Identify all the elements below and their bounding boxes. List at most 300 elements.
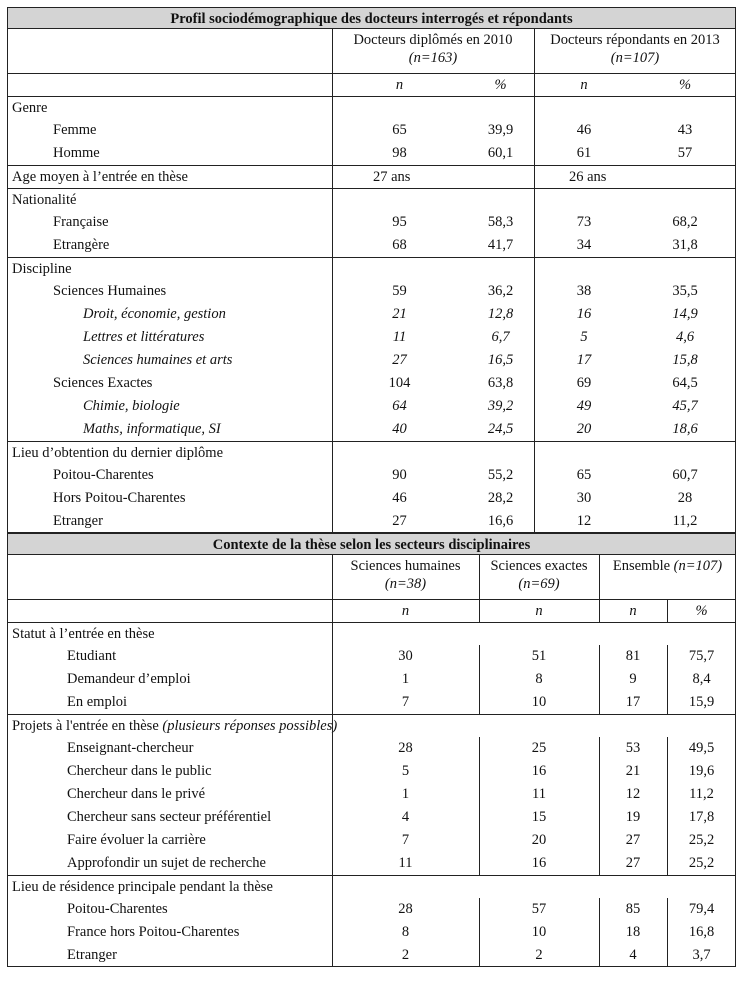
table-row <box>7 898 736 921</box>
table-row <box>7 737 736 760</box>
table-cell: 46 <box>576 122 592 138</box>
table-cell: 79,4 <box>688 901 715 917</box>
table-cell: 57 <box>531 901 547 917</box>
table-cell: 28 <box>677 490 693 506</box>
table-cell: 11 <box>398 855 413 871</box>
column-divider <box>332 715 333 737</box>
column-divider <box>534 29 535 73</box>
table-cell: 12,8 <box>487 306 514 322</box>
column-divider <box>667 944 668 967</box>
section-title-row <box>7 714 736 737</box>
table-cell: 53 <box>625 740 641 756</box>
table-row <box>7 668 736 691</box>
column-divider <box>599 898 600 921</box>
table-cell: 17 <box>576 352 592 368</box>
section-title: Lieu d’obtention du dernier diplôme <box>12 445 224 461</box>
table-cell: 19 <box>625 809 641 825</box>
table-sociodemographic <box>7 7 736 533</box>
table-cell: 4 <box>401 809 410 825</box>
row-label: Femme <box>53 122 97 138</box>
section-title-row <box>7 257 736 280</box>
column-divider <box>534 487 535 510</box>
column-divider <box>332 829 333 852</box>
row-label: Sciences Exactes <box>53 375 153 391</box>
column-divider <box>599 829 600 852</box>
table-cell: 16 <box>576 306 592 322</box>
table-cell: 25,2 <box>688 855 715 871</box>
table-cell: 20 <box>576 421 592 437</box>
table-cell: 39,2 <box>487 398 514 414</box>
column-divider <box>332 600 333 622</box>
column-divider <box>332 29 333 73</box>
column-divider <box>332 487 333 510</box>
column-group-label <box>534 29 736 73</box>
table-row <box>7 280 736 303</box>
column-divider <box>534 349 535 372</box>
column-divider <box>332 189 333 211</box>
table-row <box>7 783 736 806</box>
table-row <box>7 372 736 395</box>
column-divider <box>667 691 668 714</box>
column-divider <box>599 944 600 967</box>
table-cell: 61 <box>576 145 592 161</box>
column-divider <box>332 737 333 760</box>
column-divider <box>667 783 668 806</box>
table-cell: 40 <box>392 421 407 437</box>
group-count: (n=107) <box>673 558 723 574</box>
group-count: (n=163) <box>408 50 458 66</box>
row-label: Chercheur dans le public <box>67 763 212 779</box>
column-divider <box>332 395 333 418</box>
column-divider <box>667 898 668 921</box>
table-cell: 16 <box>531 855 547 871</box>
section-title-text: Lieu de résidence principale pendant la thèse <box>12 879 273 895</box>
table-cell: 12 <box>576 513 592 529</box>
table-cell: 60,1 <box>487 145 514 161</box>
row-label: Lettres et littératures <box>83 329 205 345</box>
table-cell: 73 <box>576 214 592 230</box>
group-count: (n=69) <box>518 576 560 592</box>
section-title <box>7 623 477 645</box>
row-label: Faire évoluer la carrière <box>67 832 206 848</box>
column-divider <box>479 829 480 852</box>
column-divider <box>332 876 333 898</box>
column-divider <box>599 806 600 829</box>
table-cell: 27 <box>625 855 641 871</box>
table-cell: 65 <box>392 122 407 138</box>
column-divider <box>332 852 333 875</box>
column-divider <box>332 510 333 533</box>
sub-header: % <box>494 77 507 93</box>
column-divider <box>332 442 333 464</box>
table-cell: 16,5 <box>487 352 514 368</box>
column-divider <box>534 166 535 188</box>
group-count: (n=38) <box>384 576 427 592</box>
column-divider <box>534 119 535 142</box>
table-row <box>7 760 736 783</box>
table-cell: 16 <box>531 763 547 779</box>
column-divider <box>534 418 535 441</box>
table-cell: 49,5 <box>688 740 715 756</box>
column-divider <box>332 166 333 188</box>
table-cell: 104 <box>388 375 411 391</box>
group-name: Docteurs répondants en 2013 <box>550 32 720 48</box>
column-divider <box>667 921 668 944</box>
row-label: Chercheur sans secteur préférentiel <box>67 809 272 825</box>
table-cell: 8 <box>401 924 410 940</box>
table-cell: 58,3 <box>487 214 514 230</box>
column-divider <box>332 898 333 921</box>
group-name: Sciences exactes <box>490 558 588 574</box>
table-cell: 85 <box>625 901 641 917</box>
table-cell: 7 <box>401 832 410 848</box>
column-divider <box>332 645 333 668</box>
row-label: Etrangère <box>53 237 110 253</box>
section-title: Discipline <box>12 261 72 277</box>
table-cell: 39,9 <box>487 122 514 138</box>
column-divider <box>479 921 480 944</box>
column-divider <box>534 97 535 119</box>
table-cell: 11 <box>532 786 546 802</box>
table-cell: 16,6 <box>487 513 514 529</box>
table-row <box>7 487 736 510</box>
table-row <box>7 234 736 257</box>
column-divider <box>332 555 333 599</box>
table-cell: 15,8 <box>672 352 698 368</box>
table-cell: 69 <box>576 375 592 391</box>
column-divider <box>534 234 535 257</box>
table-cell: 21 <box>392 306 407 322</box>
column-divider <box>332 142 333 165</box>
column-divider <box>479 668 480 691</box>
table-row <box>7 944 736 967</box>
table-cell: 64,5 <box>672 375 698 391</box>
table-cell: 16,8 <box>688 924 715 940</box>
row-label: Hors Poitou-Charentes <box>53 490 186 506</box>
table-row <box>7 119 736 142</box>
table-cell: 5 <box>401 763 410 779</box>
table-cell: 75,7 <box>688 648 715 664</box>
column-divider <box>534 211 535 234</box>
table-cell: 20 <box>531 832 547 848</box>
table-cell: 11,2 <box>672 513 698 529</box>
table-cell: 57 <box>677 145 693 161</box>
row-label: En emploi <box>67 694 128 710</box>
table-cell: 65 <box>576 467 592 483</box>
column-divider <box>479 760 480 783</box>
column-divider <box>332 760 333 783</box>
table-cell: 38 <box>576 283 592 299</box>
row-label: Etudiant <box>67 648 117 664</box>
row-label: Française <box>53 214 109 230</box>
column-divider <box>534 395 535 418</box>
section-title-text: Projets à l'entrée en thèse <box>12 718 159 734</box>
column-divider <box>479 806 480 829</box>
sub-header-row <box>7 599 736 622</box>
table-cell: 31,8 <box>672 237 698 253</box>
sub-header: % <box>695 603 708 619</box>
table-cell: 36,2 <box>487 283 514 299</box>
table-row <box>7 464 736 487</box>
column-divider <box>534 74 535 96</box>
column-divider <box>534 280 535 303</box>
table-cell: 11,2 <box>689 786 714 802</box>
table-cell: 7 <box>401 694 410 710</box>
table-cell: 28 <box>398 901 413 917</box>
section-title-text: Statut à l’entrée en thèse <box>12 626 155 642</box>
table-row <box>7 806 736 829</box>
row-label: Chimie, biologie <box>83 398 180 414</box>
column-divider <box>332 372 333 395</box>
table-cell: 90 <box>392 467 407 483</box>
column-divider <box>599 555 600 599</box>
column-divider <box>332 326 333 349</box>
table-cell: 55,2 <box>487 467 514 483</box>
column-divider <box>479 898 480 921</box>
table-cell: 46 <box>392 490 407 506</box>
table-cell: 81 <box>625 648 641 664</box>
document-sheet <box>7 7 736 967</box>
section-title-row <box>7 875 736 898</box>
table-row <box>7 852 736 875</box>
column-divider <box>479 645 480 668</box>
column-divider <box>332 783 333 806</box>
table-cell: 98 <box>392 145 407 161</box>
row-label: Poitou-Charentes <box>53 467 154 483</box>
column-divider <box>534 142 535 165</box>
column-group-header <box>7 29 736 73</box>
table-row <box>7 142 736 165</box>
section-title-row <box>7 622 736 645</box>
table-cell: 51 <box>531 648 547 664</box>
table-cell: 30 <box>576 490 592 506</box>
table-cell: 25,2 <box>688 832 715 848</box>
column-divider <box>667 806 668 829</box>
column-group-label <box>599 555 736 599</box>
table-row <box>7 418 736 441</box>
row-label: Sciences Humaines <box>53 283 167 299</box>
table-cell: 5 <box>580 329 588 345</box>
column-divider <box>599 852 600 875</box>
row-label: France hors Poitou-Charentes <box>67 924 240 940</box>
table-cell: 95 <box>392 214 407 230</box>
table-cell: 64 <box>392 398 407 414</box>
column-divider <box>332 921 333 944</box>
table-cell: 15 <box>531 809 547 825</box>
row-label: Maths, informatique, SI <box>83 421 221 437</box>
table-cell: 34 <box>576 237 592 253</box>
table-cell: 27 <box>392 513 407 529</box>
row-label: Sciences humaines et arts <box>83 352 233 368</box>
column-divider <box>332 303 333 326</box>
column-divider <box>599 645 600 668</box>
column-divider <box>534 510 535 533</box>
table-cell: 25 <box>531 740 547 756</box>
table-row <box>7 349 736 372</box>
column-divider <box>332 623 333 645</box>
table-cell: 28 <box>398 740 413 756</box>
section-note: (plusieurs réponses possibles) <box>162 718 338 734</box>
table-cell: 6,7 <box>491 329 510 345</box>
sub-header: n <box>395 77 404 93</box>
column-group-label <box>332 555 479 599</box>
column-divider <box>667 737 668 760</box>
table-cell: 8,4 <box>692 671 711 687</box>
sub-header-row <box>7 73 736 96</box>
table-cell: 27 <box>392 352 407 368</box>
column-divider <box>667 645 668 668</box>
table-cell: 59 <box>392 283 407 299</box>
column-group-label <box>332 29 534 73</box>
table-title: Contexte de la thèse selon les secteurs disciplinaires <box>7 533 736 555</box>
column-divider <box>667 829 668 852</box>
row-label: Etranger <box>53 513 103 529</box>
table-row <box>7 211 736 234</box>
table-row <box>7 645 736 668</box>
column-divider <box>332 668 333 691</box>
table-cell: 35,5 <box>672 283 698 299</box>
table-cell: 10 <box>531 694 547 710</box>
column-divider <box>479 555 480 599</box>
table-cell: 30 <box>398 648 413 664</box>
column-group-header <box>7 555 736 599</box>
column-divider <box>332 211 333 234</box>
table-cell: 63,8 <box>487 375 514 391</box>
column-divider <box>599 737 600 760</box>
column-divider <box>332 234 333 257</box>
table-cell: 43 <box>677 122 693 138</box>
table-cell: 4 <box>629 947 637 963</box>
row-label: Enseignant-chercheur <box>67 740 194 756</box>
section-title-row <box>7 188 736 211</box>
section-title-row <box>7 96 736 119</box>
table-body <box>7 555 736 967</box>
group-count: (n=107) <box>610 50 660 66</box>
column-divider <box>479 783 480 806</box>
column-divider <box>479 852 480 875</box>
section-title: Age moyen à l’entrée en thèse <box>12 169 188 185</box>
table-cell: 4,6 <box>675 329 695 345</box>
table-cell: 21 <box>625 763 641 779</box>
row-label: Etranger <box>67 947 117 963</box>
table-cell: 2 <box>535 947 543 963</box>
table-cell: 28,2 <box>487 490 514 506</box>
column-divider <box>667 760 668 783</box>
table-cell: 11 <box>392 329 407 345</box>
row-label: Poitou-Charentes <box>67 901 168 917</box>
table-cell: 24,5 <box>487 421 514 437</box>
column-divider <box>332 806 333 829</box>
column-divider <box>479 691 480 714</box>
section-title: Genre <box>12 100 48 116</box>
column-divider <box>599 760 600 783</box>
column-divider <box>599 921 600 944</box>
column-divider <box>332 691 333 714</box>
sub-header: n <box>535 603 543 619</box>
column-divider <box>599 691 600 714</box>
table-cell: 18 <box>625 924 641 940</box>
table-body <box>7 29 736 533</box>
column-divider <box>332 418 333 441</box>
inline-value: 26 ans <box>569 169 607 185</box>
table-row <box>7 829 736 852</box>
sub-header: % <box>678 77 692 93</box>
column-divider <box>332 349 333 372</box>
table-cell: 10 <box>531 924 547 940</box>
row-label: Homme <box>53 145 100 161</box>
row-label: Demandeur d’emploi <box>67 671 191 687</box>
column-divider <box>332 97 333 119</box>
sub-header: n <box>401 603 410 619</box>
table-cell: 2 <box>401 947 410 963</box>
table-row <box>7 326 736 349</box>
table-cell: 8 <box>535 671 543 687</box>
column-divider <box>534 326 535 349</box>
column-divider <box>332 119 333 142</box>
column-divider <box>667 668 668 691</box>
column-divider <box>667 852 668 875</box>
row-label: Approfondir un sujet de recherche <box>67 855 266 871</box>
table-cell: 19,6 <box>688 763 715 779</box>
column-divider <box>599 668 600 691</box>
sub-header: n <box>629 603 637 619</box>
row-label: Chercheur dans le privé <box>67 786 206 802</box>
section-title: Nationalité <box>12 192 77 208</box>
table-cell: 68 <box>392 237 407 253</box>
section-title <box>7 715 477 737</box>
group-name: Docteurs diplômés en 2010 <box>353 32 513 48</box>
table-cell: 14,9 <box>672 306 698 322</box>
section-title-row <box>7 165 736 188</box>
column-divider <box>534 372 535 395</box>
table-cell: 60,7 <box>672 467 698 483</box>
column-divider <box>332 944 333 967</box>
column-divider <box>479 944 480 967</box>
group-name: Ensemble <box>612 558 671 574</box>
table-cell: 17 <box>625 694 641 710</box>
table-cell: 18,6 <box>672 421 698 437</box>
column-divider <box>479 600 480 622</box>
table-cell: 68,2 <box>672 214 698 230</box>
table-cell: 41,7 <box>487 237 514 253</box>
column-divider <box>599 783 600 806</box>
table-row <box>7 303 736 326</box>
table-row <box>7 921 736 944</box>
column-divider <box>332 464 333 487</box>
sub-header: n <box>580 77 588 93</box>
table-cell: 15,9 <box>688 694 715 710</box>
table-cell: 9 <box>629 671 637 687</box>
row-label: Droit, économie, gestion <box>83 306 226 322</box>
table-cell: 27 <box>625 832 641 848</box>
table-title: Profil sociodémographique des docteurs interrogés et répondants <box>7 7 736 29</box>
section-title-row <box>7 441 736 464</box>
table-cell: 1 <box>401 786 410 802</box>
column-divider <box>599 600 600 622</box>
table-row <box>7 691 736 714</box>
column-divider <box>667 600 668 622</box>
column-divider <box>332 258 333 280</box>
column-divider <box>534 442 535 464</box>
group-name: Sciences humaines <box>350 558 461 574</box>
column-divider <box>534 189 535 211</box>
column-divider <box>479 737 480 760</box>
table-thesis-context <box>7 533 736 967</box>
table-cell: 17,8 <box>688 809 715 825</box>
column-divider <box>332 280 333 303</box>
column-divider <box>332 74 333 96</box>
inline-value: 27 ans <box>373 169 411 185</box>
